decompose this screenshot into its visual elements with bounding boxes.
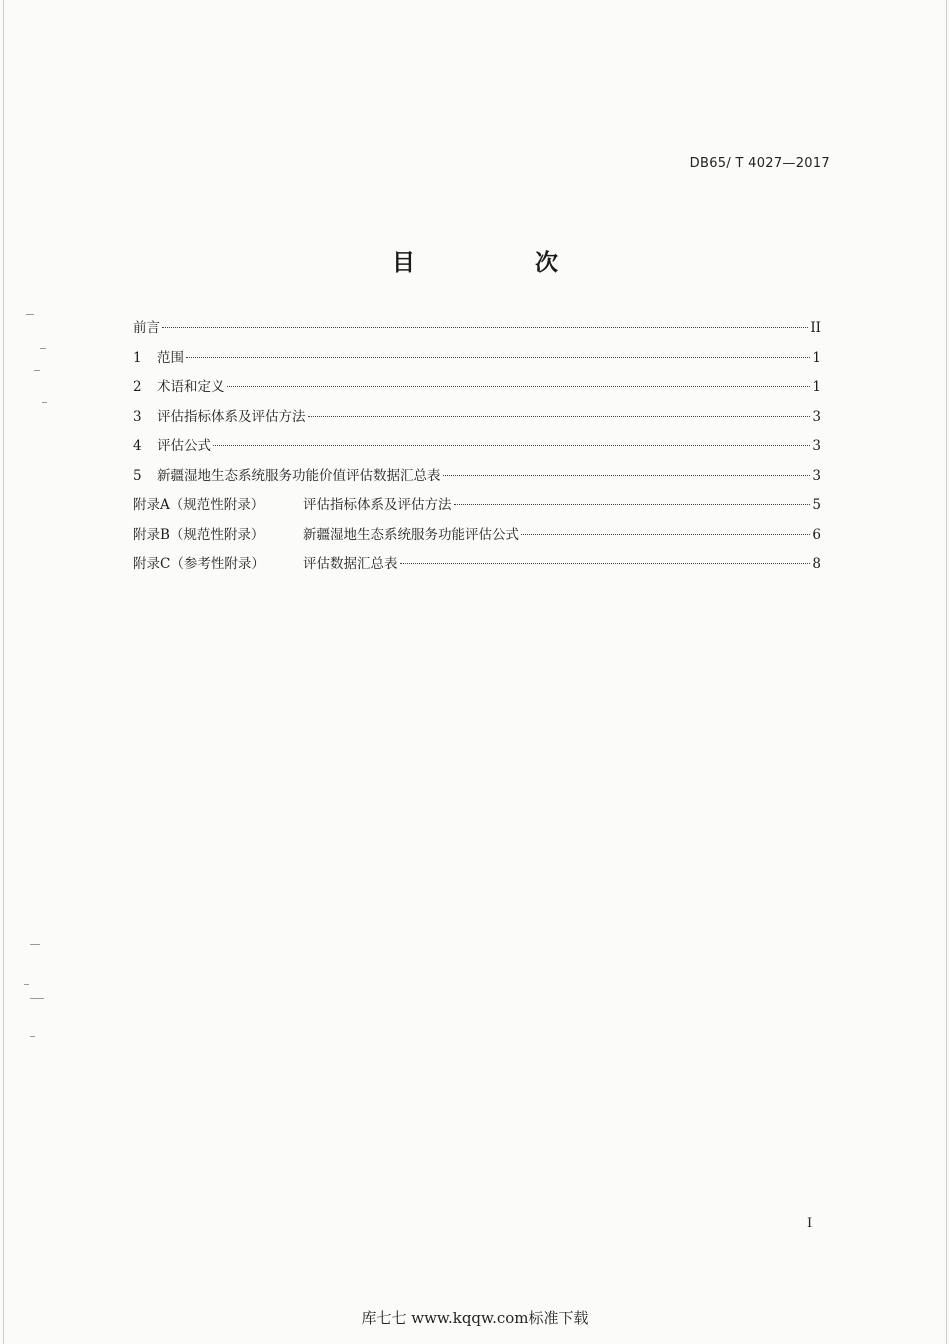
toc-page-number: 5 [812, 497, 821, 513]
toc-page-number: 1 [812, 379, 821, 395]
scan-speck [30, 998, 44, 999]
toc-page-number: 8 [812, 556, 821, 572]
toc-label: 评估指标体系及评估方法 [157, 408, 306, 425]
toc-label: 术语和定义 [157, 379, 225, 395]
scan-speck [26, 314, 34, 315]
scan-speck [34, 370, 40, 371]
toc-page-number: II [810, 320, 821, 336]
toc-section-number: 1 [133, 349, 142, 366]
toc-entry-foreword[interactable] [133, 316, 821, 346]
toc-label: 新疆湿地生态系统服务功能评估公式 [303, 526, 519, 543]
table-of-contents [133, 316, 821, 582]
toc-entry-formulas[interactable] [133, 434, 821, 464]
page-number: I [807, 1216, 813, 1231]
toc-label: 范围 [157, 349, 184, 366]
toc-page-number: 3 [812, 467, 821, 484]
toc-entry-summary-table[interactable] [133, 464, 821, 494]
toc-entry-appendix-c[interactable] [133, 552, 821, 582]
toc-label: 评估公式 [157, 438, 211, 454]
toc-section-number: 4 [133, 438, 142, 454]
toc-section-number: 2 [133, 379, 142, 395]
scan-speck [30, 944, 40, 945]
toc-appendix-prefix: 附录A（规范性附录） [133, 497, 265, 513]
toc-label: 新疆湿地生态系统服务功能价值评估数据汇总表 [157, 467, 441, 484]
toc-page-number: 3 [812, 408, 821, 425]
scan-edge-left [3, 0, 4, 1344]
scan-speck [24, 984, 29, 985]
page-title: 目 次 [391, 250, 614, 276]
scan-speck [30, 1036, 35, 1037]
toc-entry-appendix-b[interactable] [133, 523, 821, 553]
toc-leader-dots [227, 386, 811, 387]
toc-label: 评估指标体系及评估方法 [303, 497, 452, 513]
toc-leader-dots [521, 534, 810, 535]
toc-leader-dots [308, 416, 811, 417]
toc-page-number: 6 [812, 526, 821, 543]
toc-page-number: 3 [812, 438, 821, 454]
toc-leader-dots [443, 475, 811, 476]
standard-code: DB65/ T 4027—2017 [689, 156, 830, 171]
toc-leader-dots [213, 445, 810, 446]
toc-section-number: 3 [133, 408, 142, 425]
scan-speck [42, 402, 47, 403]
toc-appendix-prefix: 附录B（规范性附录） [133, 526, 265, 543]
toc-appendix-prefix: 附录C（参考性附录） [133, 556, 265, 572]
toc-leader-dots [186, 357, 810, 358]
toc-leader-dots [454, 504, 811, 505]
toc-entry-appendix-a[interactable] [133, 493, 821, 523]
toc-label: 前言 [133, 320, 160, 336]
toc-leader-dots [400, 563, 811, 564]
scan-speck [40, 348, 46, 349]
toc-entry-indicators[interactable] [133, 405, 821, 435]
toc-entry-scope[interactable] [133, 346, 821, 376]
toc-page-number: 1 [812, 349, 821, 366]
scan-edge-right [946, 0, 947, 1344]
toc-section-number: 5 [133, 467, 142, 484]
toc-label: 评估数据汇总表 [303, 556, 398, 572]
toc-entry-terms[interactable] [133, 375, 821, 405]
toc-leader-dots [162, 327, 808, 328]
footer-watermark-text: 库七七 www.kqqw.com标准下载 [361, 1309, 589, 1327]
